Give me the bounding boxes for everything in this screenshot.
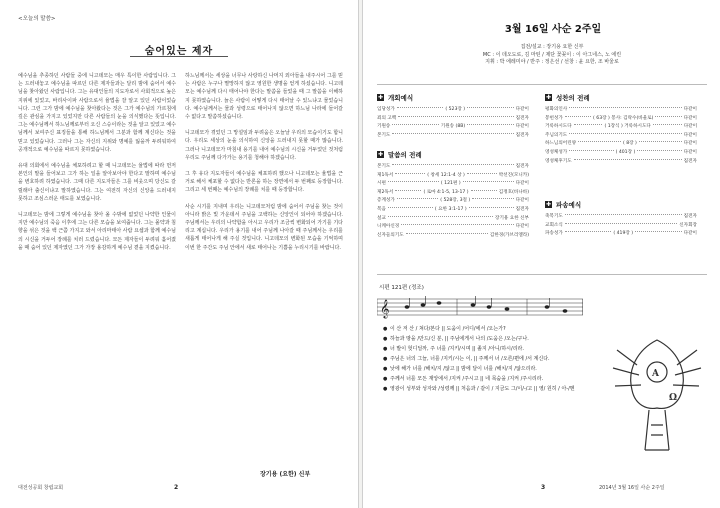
order-item-name: 설교 xyxy=(377,215,386,221)
psalm-label: 시편 121편 (정조) xyxy=(379,285,424,291)
order-item-name: 교회소식 xyxy=(545,222,563,228)
page-number-left: 2 xyxy=(174,484,179,491)
order-item-minister: 신자회장 xyxy=(679,222,697,228)
order-item-minister: 집전자 xyxy=(515,206,529,212)
order-row xyxy=(377,180,529,189)
order-item-name: 축복기도 xyxy=(545,214,563,219)
lyric-verse: ● 너 발이 헛디딜까, 주 너를 /지키/시며 || 졸지 /아니/하시/리라. xyxy=(383,346,524,352)
order-row xyxy=(377,197,529,206)
article-paragraph: 그 후 유다 지도자들이 예수님을 체포하려 했으나 니고데모는 율법을 근거로 해서 체포할 수 없다는 반론을 하는 장면에서 두 번째로 등장합니다. 그리고 세 번째는 예수님의 장례를 치를 때 등장합니다. xyxy=(185,171,343,194)
section-title: 파송예식 xyxy=(556,201,582,209)
article-paragraph: 유대 의회에서 예수님을 체포하려고 할 때 니고데모는 율법에 따라 먼저 본인의 말을 들어보고 그가 하는 일을 알아보아야 한다고 말하며 예수님을 변호하려 하였습니다. 그때 다른 지도자들은 그를 비웃으며 당신도 갈릴래아 출신이냐고 말하였습니다. 그는 여전히 자신의 신앙을 드러내지 못하고 조심스러운 태도를 보였습니다. xyxy=(18,163,176,202)
credit-line: 지휘 : 박 에레미야 / 반주 : 정은선 / 선창 : 윤 요한, 조 바울로 xyxy=(485,59,619,65)
order-item-minister: 집전자 xyxy=(515,115,529,121)
order-item-name: 기원송 xyxy=(377,124,391,130)
order-row xyxy=(377,215,529,224)
service-date-title: 3월 16일 사순 2주일 xyxy=(504,24,602,35)
order-row xyxy=(545,123,697,132)
right-page xyxy=(362,0,720,508)
order-item-minister: 다같이 xyxy=(683,132,697,138)
order-item-detail: ( 528장, 3절 ) xyxy=(440,198,471,204)
cross-icon: ✚ xyxy=(377,94,384,101)
order-row xyxy=(545,140,697,149)
order-item-detail: 기원송 (8B) xyxy=(440,124,466,130)
order-item-minister: 집전자 xyxy=(515,132,529,138)
order-item-minister: 다같이 xyxy=(515,181,529,187)
order-item-name: 층계성가 xyxy=(377,198,395,204)
order-list xyxy=(377,106,529,140)
order-item-minister: 다같이 xyxy=(683,141,697,147)
order-item-name: 파송성가 xyxy=(545,231,563,237)
order-item-detail: ( 63장 ) 봉사: 김락수(바울로) xyxy=(593,115,654,121)
order-row xyxy=(377,172,529,181)
section-dismissal xyxy=(545,200,697,239)
article-paragraph: 사순 시기를 지내며 우리는 니고데모처럼 밤에 숨어서 주님을 찾는 것이 아니라 밝은 빛 가운데서 주님을 고백하는 신앙인이 되어야 하겠습니다. 주님께서는 우리의 나약함을 아시고 우리가 조금씩 변화되어 가기를 기다리고 계십니다. 우리가 용기를 내어 주님께 나아갈 때 주님께서는 우리를 새롭게 태어나게 해 주실 것입니다. 니고데모의 변화된 모습을 기억하며 이번 한 주간도 주님 안에서 새로 태어나는 기쁨을 누리시기를 바랍니다. xyxy=(185,203,343,251)
order-item-detail: ( 401장 ) xyxy=(615,149,636,155)
order-item-name: 본기도 xyxy=(377,164,391,169)
order-row xyxy=(377,123,529,132)
order-row xyxy=(377,206,529,215)
article-column-2 xyxy=(185,72,343,260)
psalm-divider xyxy=(377,274,707,275)
lyric-verse: ● 주님은 너의 그늘, 너를 /지키/시는 이, || 주께서 너 /오른/편에 /서 계신다. xyxy=(383,356,550,362)
order-row xyxy=(545,230,697,239)
order-list xyxy=(545,106,697,166)
order-item-name: 하느님의어린양 xyxy=(545,141,577,147)
order-item-minister: 김한경(가브리엘라) xyxy=(489,232,529,238)
section-title: 말씀의 전례 xyxy=(388,151,422,159)
lyric-verse: ● 영광이 성부와 성자와 /성령께 || 처음과 / 같이 / 지금도 그/이/-/고 || 영/ 원히 / 아-/멘 xyxy=(383,386,575,392)
svg-text:𝄞: 𝄞 xyxy=(380,299,390,318)
order-row xyxy=(377,189,529,198)
lyric-verse: ● 하늘과 땅을 /만드/신 분, || 주님에게서 나의 /도움은 /오는/구나. xyxy=(383,336,529,342)
order-item-name: 시편 xyxy=(377,181,386,187)
service-credits xyxy=(427,44,677,67)
order-item-minister: 집전자 xyxy=(515,164,529,169)
order-item-minister: 박선진(모니카) xyxy=(498,172,529,178)
section-opening-rite xyxy=(377,93,529,140)
order-item-name: 영성체후기도 xyxy=(545,158,572,164)
order-item-detail: ( 로마 4:1-5, 13-17 ) xyxy=(423,189,469,195)
order-item-minister: 집전자 xyxy=(683,158,697,164)
order-item-name: 봉헌성가 xyxy=(545,115,563,121)
order-item-minister: 집전자 xyxy=(683,214,697,219)
order-item-name: 영성체성가 xyxy=(545,149,568,155)
order-row xyxy=(545,106,697,115)
article-paragraph: 니고데모는 밤에 그렇게 예수님을 찾아 올 수밖에 없었던 나약한 인물이지만 예수님의 죽음 이후에 그는 다른 모습을 보여줍니다. 그는 몰약과 침향을 섞은 것을 백 근쯤 가지고 와서 아리마태아 사람 요셉과 함께 예수님의 시신을 거두어 장례를 치러 드렸습니다. 모든 제자들이 두려워 흩어졌을 때 숨어 있던 제자였던 그가 가장 용감하게 예수님 곁을 지켰습니다. xyxy=(18,212,176,251)
article-author: 장기용 (요한) 신부 xyxy=(260,471,311,478)
order-item-name: 제1독서 xyxy=(377,172,394,178)
evangelist-illustration xyxy=(607,330,707,460)
order-item-minister: 다같이 xyxy=(683,149,697,155)
order-item-name: 신자들의기도 xyxy=(377,232,404,238)
order-row xyxy=(377,163,529,172)
order-item-name: 니케아신경 xyxy=(377,224,400,230)
left-page xyxy=(0,0,359,508)
order-row xyxy=(377,115,529,124)
order-row xyxy=(545,222,697,231)
order-row xyxy=(545,132,697,141)
cross-icon: ✚ xyxy=(377,151,384,158)
footer-date: 2014년 3월 16일 사순 2주일 xyxy=(599,485,665,491)
section-title: 성찬의 전례 xyxy=(556,94,590,102)
section-liturgy-of-word xyxy=(377,150,529,240)
order-row xyxy=(545,115,697,124)
order-item-minister: 다같이 xyxy=(683,124,697,130)
cross-icon: ✚ xyxy=(545,94,552,101)
order-item-detail: ( 요한 3:1-17 ) xyxy=(434,206,467,212)
credit-line: 집전/설교 : 장기용 요한 신부 xyxy=(520,44,584,50)
credits-divider xyxy=(377,84,707,85)
article-paragraph: 예수님을 추종하던 사람들 중에 니고데모는 매우 특이한 사람입니다. 그는 드러내놓고 예수님을 따르던 다른 제자들과는 달리 밤에 숨어서 예수님을 찾아왔던 사람입니다. 그는 유대인들의 지도자로서 사회적으로 높은 지위에 있었고, 바리사이파 사람으로서 율법을 잘 알고 있던 사람이었습니다. 그런 그가 밤에 예수님을 찾아왔다는 것은 그가 예수님의 가르침에 깊은 관심을 가지고 있었지만 다른 사람들의 눈을 의식했다는 뜻입니다. 그는 예수님께서 하느님께로부터 오신 스승이라는 것을 알고 있었고 예수님께서 보여주신 표징들을 통해 하느님께서 그분과 함께 계신다는 것을 믿고 있었습니다. 그러나 그는 자신의 지위와 명예를 잃을까 두려워하여 공개적으로 예수님을 따르지 못하였습니다. xyxy=(18,73,176,153)
order-row xyxy=(545,158,697,167)
lyric-verse: ● 낮에 해가 너를 /해치/지 /않고 || 밤에 달이 너를 /해치/지 /않으리라. xyxy=(383,366,537,372)
order-item-detail: ( 419장 ) xyxy=(613,231,634,237)
title-divider xyxy=(130,56,228,57)
article-paragraph: 하느님께서는 세상을 너무나 사랑하신 나머지 외아들을 내주시어 그를 믿는 사람은 누구나 멸망하지 않고 영원한 생명을 얻게 하셨습니다. 니고데모는 예수님께 다시 태어나야 한다는 말씀을 들었을 때 그 말씀을 이해하지 못하였습니다. 늙은 사람이 어떻게 다시 태어날 수 있느냐고 물었습니다. 예수님께서는 물과 성령으로 태어나지 않으면 하느님 나라에 들어갈 수 없다고 말씀하셨습니다. xyxy=(185,73,343,121)
order-item-name: 본기도 xyxy=(377,132,391,138)
order-item-minister: 다같이 xyxy=(683,231,697,237)
footer-church-name: 대전성공회 창립교회 xyxy=(18,485,64,491)
order-item-detail: ( 창세 12:1-4 상 ) xyxy=(427,172,465,178)
psalm-lyrics xyxy=(383,326,603,396)
order-item-name: 거룩하시도다 xyxy=(545,124,572,130)
order-item-detail: ( 8장 ) xyxy=(622,141,637,147)
order-item-minister: 다같이 xyxy=(515,107,529,112)
lyric-verse: ● 주께서 너를 모든 재앙에서 /지켜 /주시고 || 네 목숨을 /지켜 /주시리라. xyxy=(383,376,544,382)
order-item-detail: ( 1장식 ) 거룩하시도다 xyxy=(604,124,651,130)
order-item-minister: 다같이 xyxy=(515,124,529,130)
order-item-minister: 다같이 xyxy=(683,107,697,112)
credit-line: MC : 이 데오도로, 김 마틴 / 제단 꽃꽂이 : 이 아그네스, 노 에린 xyxy=(482,51,622,58)
svg-text:A: A xyxy=(652,369,659,379)
order-row xyxy=(545,213,697,222)
order-item-minister: 다같이 xyxy=(515,224,529,230)
order-item-name: 주님의기도 xyxy=(545,132,568,138)
column-tag: <오늘의 말씀> xyxy=(18,16,56,22)
order-item-name: 복음 xyxy=(377,206,386,212)
article-title: 숨어있는 제자 xyxy=(144,46,214,57)
order-item-name: 죄의 고백 xyxy=(377,115,397,121)
article-column-1 xyxy=(18,72,176,260)
order-item-name: 제2독서 xyxy=(377,189,394,195)
order-item-name: 평화의인사 xyxy=(545,107,568,112)
svg-text:Ω: Ω xyxy=(669,393,678,403)
order-item-detail: ( 121편 ) xyxy=(440,181,461,187)
order-item-minister: 다같이 xyxy=(683,115,697,121)
order-row xyxy=(377,106,529,115)
order-item-minister: 김정호(바나바) xyxy=(498,189,529,195)
order-row xyxy=(545,149,697,158)
order-list xyxy=(545,213,697,239)
article-paragraph: 니고데모가 겪었던 그 망설임과 두려움은 오늘날 우리의 모습이기도 합니다. 우리도 세상의 눈을 의식하여 신앙을 드러내지 못할 때가 많습니다. 그러나 니고데모가 마침내 용기를 내어 예수님의 시신을 거두었던 것처럼 우리도 주님께 다가가는 용기를 청해야 하겠습니다. xyxy=(185,130,343,161)
section-eucharist xyxy=(545,93,697,166)
section-title: 개회예식 xyxy=(388,94,414,102)
order-row xyxy=(377,232,529,241)
music-staff xyxy=(377,293,583,321)
order-row xyxy=(377,223,529,232)
order-item-name: 입당성가 xyxy=(377,107,395,112)
order-item-detail: ( 523장 ) xyxy=(445,107,466,112)
cross-icon: ✚ xyxy=(545,201,552,208)
order-item-minister: 장기용 요한 신부 xyxy=(495,215,529,221)
lyric-verse: ● 이 산 저 산 / 쳐다/본다 || 도움이 /어디/에서 /오는가? xyxy=(383,326,506,332)
order-item-minister: 다같이 xyxy=(515,198,529,204)
order-list xyxy=(377,163,529,240)
order-row xyxy=(377,132,529,141)
page-number-right: 3 xyxy=(541,484,546,491)
